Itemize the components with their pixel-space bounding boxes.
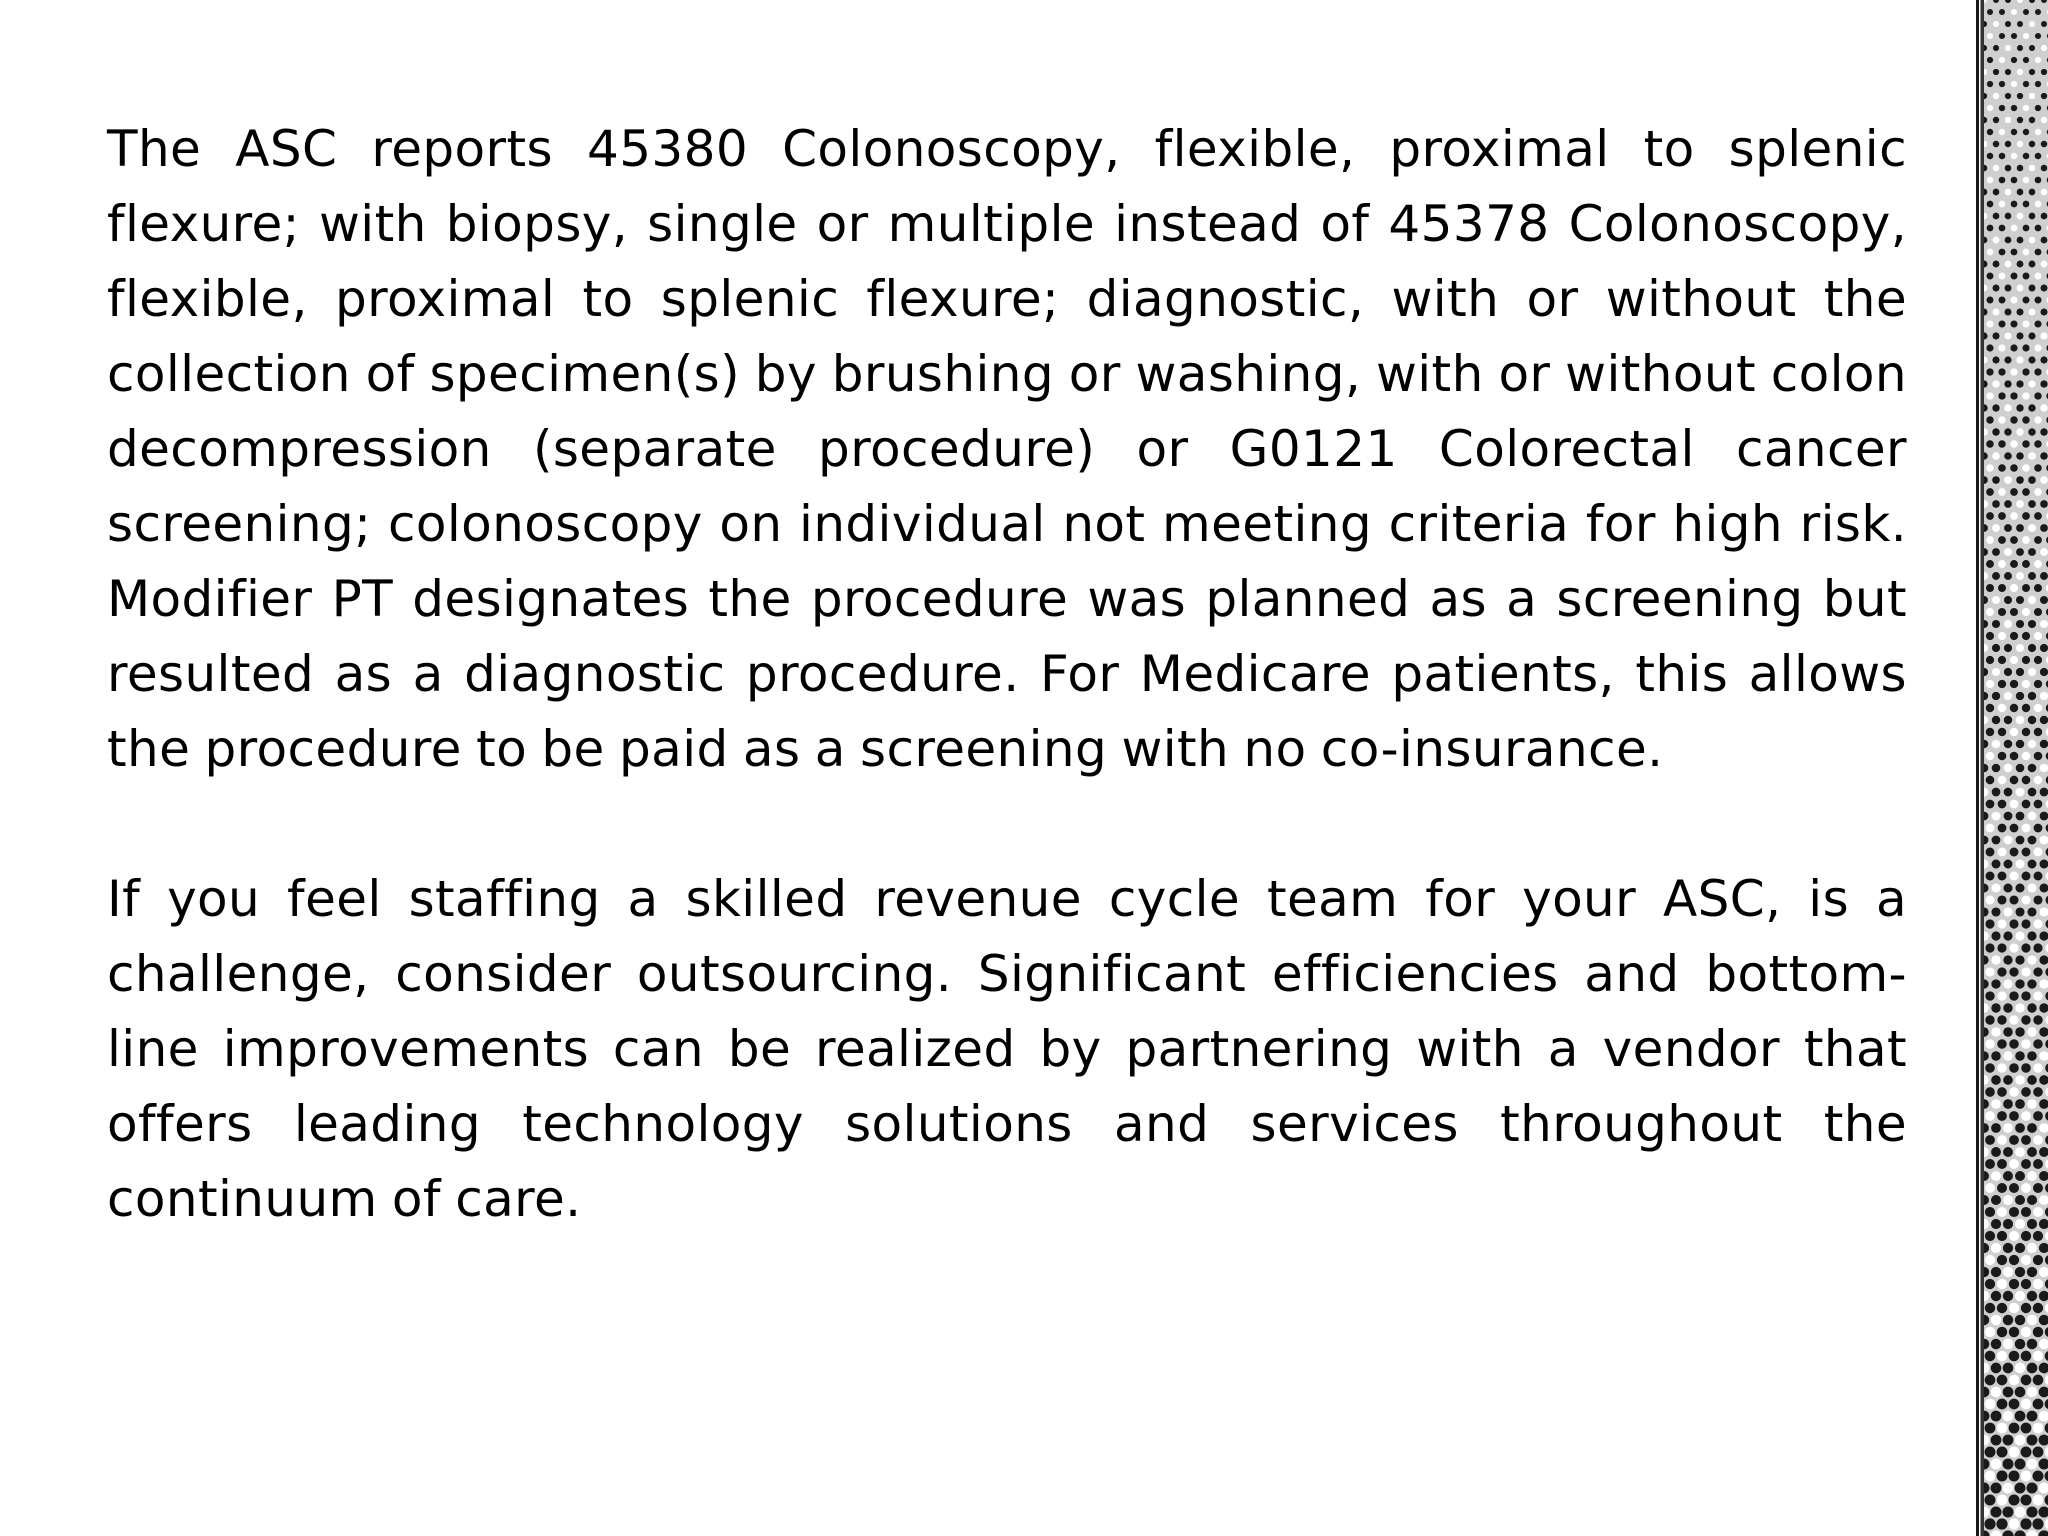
halftone-dot-pattern-icon <box>1984 0 2048 1536</box>
paragraph-1: The ASC reports 45380 Colonoscopy, flexible, proximal to splenic flexure; with biopsy, single or multiple instead of 45378 Colonoscopy, flexible, proximal to splenic flexure; diagnostic, with or without the collection of specimen(s) by brushing or washing, with or without colon decompression (separate procedure) or G0121 Colorectal cancer screening; colonoscopy on individual not meeting criteria for high risk. Modifier PT designates the procedure was planned as a screening but resulted as a diagnostic procedure. For Medicare patients, this allows the procedure to be paid as a screening with no co-insurance. <box>107 120 1907 778</box>
paragraph-2: If you feel staffing a skilled revenue cycle team for your ASC, is a challenge, consider outsourcing. Significant efficiencies and bottom-line improvements can be realized by partnering with a vendor that offers leading technology solutions and services throughout the continuum of care. <box>107 870 1907 1228</box>
body-text <box>107 112 1907 1237</box>
edge-divider <box>1974 0 1984 1536</box>
